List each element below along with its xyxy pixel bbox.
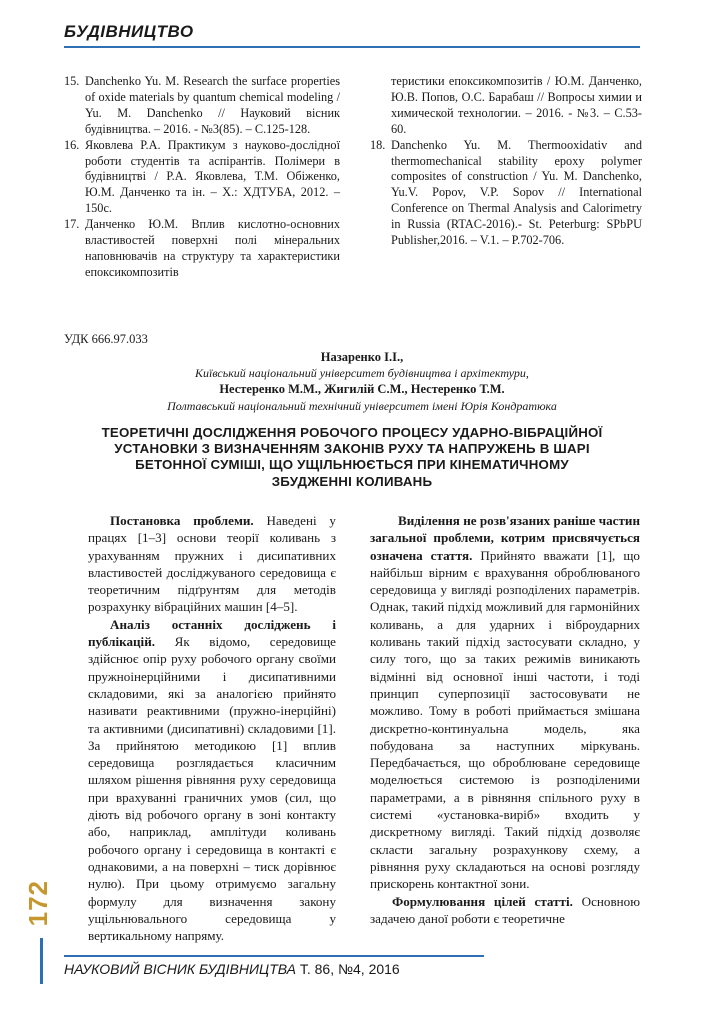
title-line: УСТАНОВКИ З ВИЗНАЧЕННЯМ ЗАКОНІВ РУХУ ТА НАПРУЖЕНЬ В ШАРІ: [114, 441, 590, 457]
author-names: Нестеренко М.М., Жигилій С.М., Нестеренко Т.М.: [219, 382, 505, 396]
author-name: Назаренко І.І.,: [320, 350, 404, 364]
affiliation-1: Київський національний університет будівництва і архітектури,: [195, 366, 529, 380]
body-left-column: [88, 512, 336, 944]
title-line: ТЕОРЕТИЧНІ ДОСЛІДЖЕННЯ РОБОЧОГО ПРОЦЕСУ УДАРНО-ВІБРАЦІЙНОЇ: [101, 425, 603, 440]
udk-code: УДК 666.97.033: [64, 332, 148, 346]
article-title: [64, 425, 640, 490]
reference-text: Данченко Ю.М. Вплив кислотно-основних властивостей поверхні полі мінеральних наповнювачів на структуру та характеристики епоксикомпозитів: [85, 217, 340, 279]
journal-footer: [64, 961, 400, 977]
paragraph-heading: Аналіз останніх досліджень і публікацій.: [88, 616, 336, 650]
paragraph: [370, 512, 640, 893]
references-right-column: [370, 74, 642, 249]
journal-volume: Т. 86, №4, 2016: [295, 961, 400, 977]
paragraph-heading: Виділення не розв'язаних раніше частин загальної проблеми, котрим присвячується означена стаття.: [370, 513, 640, 563]
reference-text: теристики епоксикомпозитів / Ю.М. Данченко, Ю.В. Попов, О.С. Барабаш // Вопросы химии и химической технологии. – 2016. - №3. – С.53-60.: [391, 74, 642, 136]
reference-item: [64, 217, 340, 281]
paragraph-heading: Формулювання цілей статті.: [392, 893, 573, 909]
page-number: 172: [23, 880, 53, 927]
author-line-1: [62, 350, 662, 365]
paragraph-text: Як відомо, середовище здійснює опір руху робочого органу своїми пружноінерційними і дисипативними складовими, які за аналогією прийнято називати реактивними (пружно-інерційні) та активними (дисипативні) складовими [1]. За прийнятою методикою [1] вплив середовища розглядається класичним шляхом рішення рівняння руху середовища при врахуванні граничних умов (сил, що діють від робочого органу в зоні контакту або, наприклад, амплітуди коливань робочого органу і середовища в контакті є однаковими, а на поверхні – тиск дорівнює нулю). При цьому отримуємо загальну формулу для визначення закону ущільнювального середовища у вертикальному напряму.: [88, 634, 336, 944]
paragraph: [370, 893, 640, 928]
paragraph-text: Основною задачею даної роботи є теоретичне: [370, 893, 640, 926]
reference-text: Яковлева Р.А. Практикум з науково-дослідної роботи студентів та аспірантів. Полімери в будівництві / Р.А. Яковлева, Т.М. Обіженко, Ю.М. Данченко та ін. – Х.: ХДТУБА, 2012. – 150с.: [85, 137, 340, 216]
reference-number: 18.: [370, 137, 386, 152]
references-left-column: [64, 74, 340, 281]
page-number-bar: [40, 938, 43, 984]
paragraph-text: Прийнято вважати [1], що найбільш вірним є врахування оброблюваного середовища у вигляді розподілених параметрів. Однак, такий підхід можливий для гармонійних коливань, а для ударних і віброударних коливань такий підхід застосувати складно, у силу того, що за таких режимів виникають відмінні від основної інші частоти, і тоді принцип суперпозиції застосовувати не можливо. Тому в роботі приймається змішана дискретно-континуальна модель, яка побудована за наступних міркувань. Передбачається, що оброблюване середовище моделюється системою із розподіленими параметрами, а в рівняння спільного руху в системі «установка-виріб» входить у дискретному вигляді. Такий підхід дозволяє скласти загальну розрахункову схему, а рівняння руху складаються на основі розгляду прискорень контактної зони.: [370, 547, 640, 892]
paragraph: [88, 616, 336, 945]
body-right-column: [370, 512, 640, 927]
reference-text: Danchenko Yu. M. Thermooxidativ and thermomechanical stability epoxy polymer composites of construction / Yu. M. Danchenko, Yu.V. Popov, V.P. Sopov // International Conference on Thermal Analysis and Calorimetry in Russia (RTAC-2016).- St. Peterburg: SPbPU Publisher,2016. – V.1. – P.702-706.: [391, 137, 642, 248]
reference-item: [64, 74, 340, 138]
paragraph-text: Наведені у працях [1–3] основи теорії коливань з урахуванням пружних і дисипативних властивостей досліджуваного середовища є теоретичним підґрунтям для методів розрахунку вібраційних машин [4–5].: [88, 513, 336, 615]
paragraph-heading: Постановка проблеми.: [110, 513, 254, 528]
footer-divider: [64, 955, 484, 957]
journal-name: НАУКОВИЙ ВІСНИК БУДІВНИЦТВА: [64, 961, 296, 977]
reference-number: 17.: [64, 217, 80, 232]
title-line: БЕТОННОЇ СУМІШІ, ЩО УЩІЛЬНЮЄТЬСЯ ПРИ КІНЕМАТИЧНОМУ: [135, 457, 569, 473]
title-line: ЗБУДЖЕННІ КОЛИВАНЬ: [271, 473, 433, 489]
reference-item: [370, 138, 642, 249]
affiliation-2: Полтавський національний технічний університет імені Юрія Кондратюка: [167, 399, 557, 413]
author-line-2: [62, 382, 662, 397]
paragraph: [88, 512, 336, 616]
section-header: БУДІВНИЦТВО: [64, 22, 194, 41]
reference-item: [64, 138, 340, 218]
reference-number: 16.: [64, 137, 80, 152]
reference-item-continued: [370, 74, 642, 138]
reference-text: Danchenko Yu. M. Research the surface properties of oxide materials by quantum chemical modeling / Yu. M. Danchenko // Науковий вісник будівництва. – 2016. - №3(85). – С.125-128.: [85, 74, 340, 136]
reference-number: 15.: [64, 74, 80, 88]
header-divider: [64, 46, 640, 48]
